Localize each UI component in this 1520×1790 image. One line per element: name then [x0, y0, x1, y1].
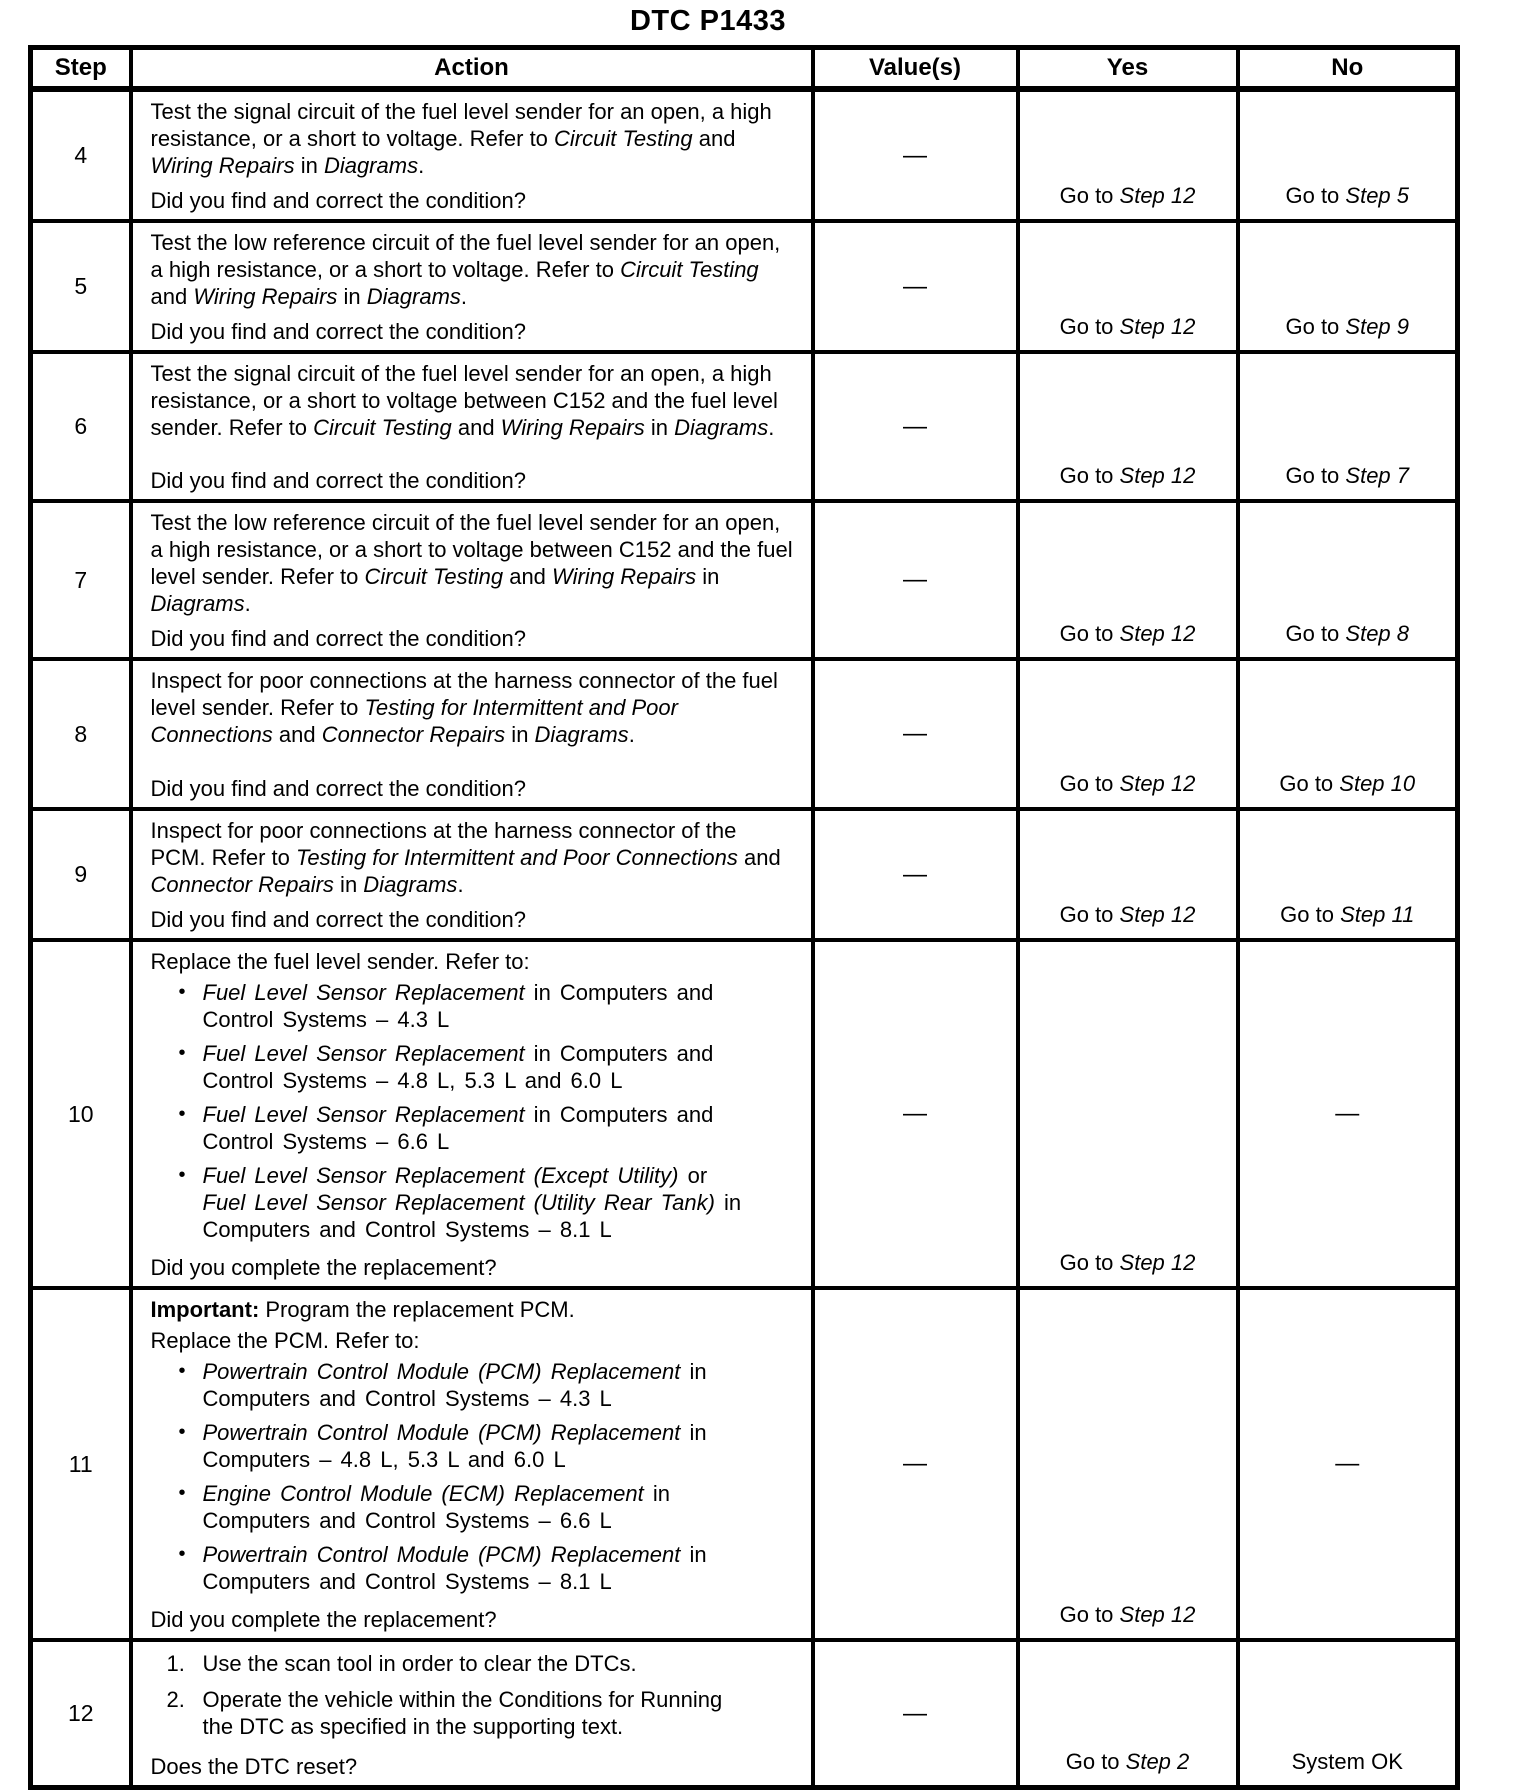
action-blocks: [151, 509, 797, 621]
table-row: [31, 221, 1458, 352]
step-cell: [31, 501, 131, 659]
action-paragraph: Test the signal circuit of the fuel level sender for an open, a high resistance, or a short to voltage between C152 and the fuel level sender. Refer to Circuit Testing and Wiring Repairs in Diagrams.: [150, 361, 778, 440]
value-dash: —: [903, 1100, 927, 1127]
step-number: 11: [68, 1450, 93, 1477]
no-cell: Go to Step 7: [1238, 352, 1458, 501]
step-number: 8: [74, 720, 88, 747]
bullet-text: Powertrain Control Module (PCM) Replacement in Computers and Control Systems – 8.1 L: [202, 1542, 707, 1594]
action-paragraph: Inspect for poor connections at the harness connector of the fuel level sender. Refer to Testing for Intermittent and Poor Connections and Connector Repairs in Diagrams.: [150, 668, 778, 747]
no-cell: Go to Step 11: [1238, 809, 1458, 940]
yes-cell: Go to Step 12: [1018, 352, 1238, 501]
action-blocks: [151, 1296, 797, 1602]
page-title: DTC P1433: [629, 5, 786, 37]
no-cell: Go to Step 9: [1238, 221, 1458, 352]
numbered-text: Operate the vehicle within the Conditions for Running the DTC as specified in the supporting text.: [202, 1687, 723, 1739]
action-cell: [131, 352, 813, 501]
bullet-icon: •: [178, 1042, 186, 1064]
action-question: Did you complete the replacement?: [150, 1255, 497, 1280]
action-blocks: [151, 229, 797, 314]
bullet-icon: •: [178, 1482, 186, 1504]
yes-cell: Go to Step 12: [1018, 940, 1238, 1288]
step-number: 10: [67, 1100, 94, 1127]
table-row: [31, 352, 1458, 501]
action-content: [133, 1642, 811, 1785]
value-dash: —: [903, 720, 927, 747]
value-cell: [813, 352, 1018, 501]
step-cell: [31, 1640, 131, 1788]
bullet-icon: •: [178, 1543, 186, 1565]
bullet-icon: •: [178, 1164, 186, 1186]
action-paragraph: Replace the fuel level sender. Refer to:: [150, 949, 530, 974]
action-question: Did you find and correct the condition?: [150, 319, 526, 344]
action-paragraph: Test the low reference circuit of the fuel level sender for an open, a high resistance, or a short to voltage. Refer to Circuit Testing and Wiring Repairs in Diagrams.: [150, 230, 781, 309]
yes-cell: Go to Step 12: [1018, 501, 1238, 659]
yes-cell: Go to Step 12: [1018, 89, 1238, 221]
bullet-icon: •: [178, 1421, 186, 1443]
action-paragraph: Replace the PCM. Refer to:: [150, 1328, 420, 1353]
value-cell: [813, 221, 1018, 352]
no-cell: Go to Step 5: [1238, 89, 1458, 221]
bullet-icon: •: [178, 1103, 186, 1125]
action-question: Did you find and correct the condition?: [150, 776, 526, 801]
value-cell: [813, 940, 1018, 1288]
yes-cell: Go to Step 12: [1018, 221, 1238, 352]
numbered-text: Use the scan tool in order to clear the DTCs.: [202, 1651, 637, 1676]
no-cell: System OK: [1238, 1640, 1458, 1788]
action-paragraph: Test the low reference circuit of the fuel level sender for an open, a high resistance, or a short to voltage between C152 and the fuel level sender. Refer to Circuit Testing and Wiring Repairs in Diagrams.: [150, 510, 793, 616]
bullet-item: [179, 1480, 797, 1534]
bullet-item: [179, 1162, 797, 1243]
step-number: 6: [74, 413, 88, 439]
value-cell: [813, 809, 1018, 940]
step-cell: [31, 940, 131, 1288]
action-content: [133, 503, 811, 657]
yes-cell: Go to Step 2: [1018, 1640, 1238, 1788]
value-dash: —: [903, 272, 927, 300]
bullet-text: Engine Control Module (ECM) Replacement in Computers and Control Systems – 6.6 L: [202, 1481, 670, 1533]
value-cell: [813, 89, 1018, 221]
action-cell: [131, 809, 813, 940]
value-cell: [813, 1288, 1018, 1640]
bullet-icon: •: [178, 1360, 186, 1382]
action-cell: [131, 221, 813, 352]
action-content: [133, 661, 811, 807]
value-dash: —: [903, 141, 927, 169]
action-blocks: [151, 948, 797, 1250]
bullet-item: [179, 1419, 797, 1473]
table-row: [31, 659, 1458, 809]
action-content: [133, 942, 811, 1286]
step-cell: [31, 221, 131, 352]
step-number: 7: [74, 566, 88, 593]
action-question: Does the DTC reset?: [150, 1754, 358, 1779]
no-cell: Go to Step 10: [1238, 659, 1458, 809]
step-cell: [31, 659, 131, 809]
table-row: [31, 809, 1458, 940]
col-header-no: No: [1238, 48, 1458, 90]
number-marker: 1.: [166, 1651, 185, 1676]
bullet-text: Powertrain Control Module (PCM) Replacement in Computers and Control Systems – 4.3 L: [202, 1359, 707, 1411]
step-number: 4: [74, 142, 88, 168]
action-question: Did you find and correct the condition?: [150, 907, 526, 932]
value-cell: [813, 1640, 1018, 1788]
bullet-item: [179, 1358, 797, 1412]
action-blocks: [151, 360, 797, 445]
value-dash: —: [903, 860, 927, 888]
action-content: [133, 92, 811, 219]
action-content: [133, 354, 811, 499]
bullet-text: Powertrain Control Module (PCM) Replacement in Computers – 4.8 L, 5.3 L and 6.0 L: [202, 1420, 707, 1472]
dtc-table: [28, 45, 1460, 1790]
table-row: [31, 1640, 1458, 1788]
value-dash: —: [903, 566, 927, 593]
value-dash: —: [903, 412, 927, 440]
table-row: [31, 89, 1458, 221]
number-marker: 2.: [166, 1687, 185, 1712]
bullet-item: [179, 1040, 797, 1094]
action-question: Did you complete the replacement?: [150, 1607, 497, 1632]
bullet-text: Fuel Level Sensor Replacement (Except Utility) or Fuel Level Sensor Replacement (Utility Rear Tank) in Computers and Control Systems – 8.1 L: [202, 1163, 742, 1242]
no-cell: —: [1238, 1288, 1458, 1640]
action-cell: [131, 1288, 813, 1640]
step-number: 5: [74, 273, 88, 299]
table-header-row: [31, 48, 1458, 90]
numbered-item: [167, 1650, 797, 1677]
action-content: [133, 811, 811, 938]
no-cell: —: [1238, 940, 1458, 1288]
step-cell: [31, 89, 131, 221]
action-cell: [131, 1640, 813, 1788]
action-question: Did you find and correct the condition?: [150, 468, 526, 493]
step-cell: [31, 1288, 131, 1640]
action-content: [133, 1290, 811, 1638]
bullet-item: [179, 1541, 797, 1595]
action-cell: [131, 89, 813, 221]
col-header-values: Value(s): [813, 48, 1018, 90]
action-question: Did you find and correct the condition?: [150, 626, 526, 651]
table-row: [31, 940, 1458, 1288]
value-cell: [813, 659, 1018, 809]
bullet-item: [179, 979, 797, 1033]
action-paragraph: Test the signal circuit of the fuel level sender for an open, a high resistance, or a short to voltage. Refer to Circuit Testing and Wiring Repairs in Diagrams.: [150, 99, 772, 178]
action-blocks: [151, 1648, 797, 1749]
action-blocks: [151, 667, 797, 752]
action-content: [133, 223, 811, 350]
step-number: 12: [67, 1700, 94, 1726]
col-header-step: Step: [31, 48, 131, 90]
action-paragraph: Inspect for poor connections at the harness connector of the PCM. Refer to Testing for Intermittent and Poor Connections and Connector Repairs in Diagrams.: [150, 818, 781, 897]
action-cell: [131, 940, 813, 1288]
no-cell: Go to Step 8: [1238, 501, 1458, 659]
action-cell: [131, 659, 813, 809]
action-blocks: [151, 98, 797, 183]
action-paragraph: Important: Program the replacement PCM.: [150, 1297, 575, 1322]
bullet-icon: •: [178, 981, 186, 1003]
bullet-item: [179, 1101, 797, 1155]
action-cell: [131, 501, 813, 659]
step-cell: [31, 352, 131, 501]
yes-cell: Go to Step 12: [1018, 1288, 1238, 1640]
action-question: Did you find and correct the condition?: [150, 188, 526, 213]
value-dash: —: [903, 1450, 927, 1477]
bullet-text: Fuel Level Sensor Replacement in Computers and Control Systems – 6.6 L: [202, 1102, 714, 1154]
step-cell: [31, 809, 131, 940]
col-header-action: Action: [131, 48, 813, 90]
numbered-item: [167, 1686, 797, 1740]
table-row: [31, 1288, 1458, 1640]
action-blocks: [151, 817, 797, 902]
col-header-yes: Yes: [1018, 48, 1238, 90]
value-dash: —: [903, 1699, 927, 1727]
bullet-text: Fuel Level Sensor Replacement in Computers and Control Systems – 4.8 L, 5.3 L and 6.0 L: [202, 1041, 714, 1093]
step-number: 9: [74, 861, 88, 887]
value-cell: [813, 501, 1018, 659]
yes-cell: Go to Step 12: [1018, 809, 1238, 940]
table-row: [31, 501, 1458, 659]
bullet-text: Fuel Level Sensor Replacement in Computers and Control Systems – 4.3 L: [202, 980, 714, 1032]
yes-cell: Go to Step 12: [1018, 659, 1238, 809]
